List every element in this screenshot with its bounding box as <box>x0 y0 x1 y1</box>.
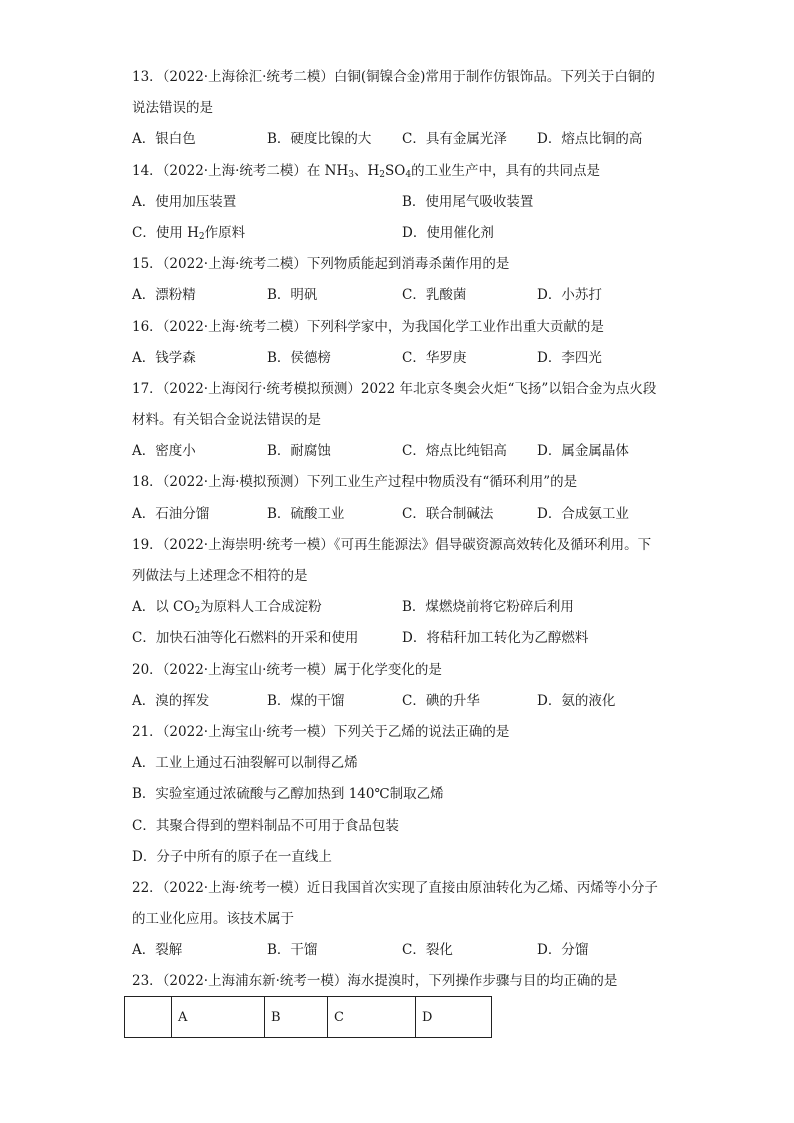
option-d[interactable]: D．熔点比铜的高 <box>537 131 643 148</box>
option-c[interactable]: C．裂化 <box>402 942 453 959</box>
option-row <box>132 686 672 717</box>
option-row <box>132 592 672 623</box>
question-17 <box>132 374 672 468</box>
question-stem: 13．（2022·上海徐汇·统考二模）白铜(铜镍合金)常用于制作仿银饰品。下列关于白铜的 <box>132 69 655 85</box>
question-stem: 15．（2022·上海·统考二模）下列物质能起到消毒杀菌作用的是 <box>132 256 510 273</box>
option-row <box>132 935 672 966</box>
option-a[interactable]: A．溴的挥发 <box>132 692 210 709</box>
question-21 <box>132 717 672 873</box>
question-14 <box>132 156 672 250</box>
question-18 <box>132 467 672 529</box>
question-stem: 19．（2022·上海崇明·统考一模）《可再生能源法》倡导碳资源高效转化及循环利用。下 <box>132 536 652 553</box>
option-a[interactable]: A．银白色 <box>132 131 196 148</box>
option-b[interactable]: B．耐腐蚀 <box>267 443 331 460</box>
option-b[interactable]: B．实验室通过浓硫酸与乙醇加热到 140℃制取乙烯 <box>132 786 444 803</box>
option-d[interactable]: D．合成氨工业 <box>537 505 629 522</box>
question-stem: 18．（2022·上海·模拟预测）下列工业生产过程中物质没有“循环利用”的是 <box>132 474 578 491</box>
option-d[interactable]: D．氨的液化 <box>537 692 616 709</box>
option-a[interactable]: A．使用加压装置 <box>132 193 237 210</box>
option-b[interactable]: B．硫酸工业 <box>267 505 345 522</box>
question-stem: 说法错误的是 <box>132 100 213 117</box>
question-stem: 21．（2022·上海宝山·统考一模）下列关于乙烯的说法正确的是 <box>132 723 510 740</box>
option-b[interactable]: B．干馏 <box>267 942 318 959</box>
option-c[interactable]: C．加快石油等化石燃料的开采和使用 <box>132 630 359 647</box>
question-15 <box>132 249 672 311</box>
option-c[interactable]: C．其聚合得到的塑料制品不可用于食品包装 <box>132 817 399 834</box>
option-a[interactable]: A．裂解 <box>132 942 183 959</box>
question-stem: 列做法与上述理念不相符的是 <box>132 568 308 584</box>
option-b[interactable]: B．使用尾气吸收装置 <box>402 193 534 210</box>
option-a[interactable]: A．以 $CO_2$为原料人工合成淀粉 <box>132 599 322 617</box>
option-c[interactable]: C．华罗庚 <box>402 349 467 366</box>
answer-table <box>124 996 492 1038</box>
question-22 <box>132 873 672 967</box>
question-23 <box>132 966 672 997</box>
question-stem: 23．（2022·上海浦东新·统考一模）海水提溴时，下列操作步骤与目的均正确的是 <box>132 973 618 990</box>
question-stem: 22．（2022·上海·统考一模）近日我国首次实现了直接由原油转化为乙烯、丙烯等小分子 <box>132 879 658 896</box>
option-c[interactable]: C．熔点比纯铝高 <box>402 443 507 460</box>
option-b[interactable]: B．煤燃烧前将它粉碎后利用 <box>402 599 574 616</box>
table-row <box>125 997 492 1038</box>
question-stem: 17．（2022·上海闵行·统考模拟预测）2022 年北京冬奥会火炬“飞扬”以铝合金为点火段 <box>132 380 657 397</box>
option-row <box>132 623 672 654</box>
option-b[interactable]: B．硬度比镍的大 <box>267 131 372 148</box>
option-c[interactable]: C．联合制碱法 <box>402 505 494 522</box>
table-header-a: A <box>172 997 265 1038</box>
option-row <box>132 187 672 218</box>
table-header-c: C <box>328 997 416 1038</box>
option-a[interactable]: A．石油分馏 <box>132 505 210 522</box>
question-stem: 16．（2022·上海·统考二模）下列科学家中，为我国化学工业作出重大贡献的是 <box>132 318 604 335</box>
question-list <box>132 62 672 998</box>
option-row <box>132 436 672 467</box>
option-b[interactable]: B．侯德榜 <box>267 349 331 366</box>
option-b[interactable]: B．煤的干馏 <box>267 692 345 709</box>
option-b[interactable]: B．明矾 <box>267 287 318 304</box>
option-d[interactable]: D．李四光 <box>537 349 602 366</box>
option-a[interactable]: A．钱学森 <box>132 349 196 366</box>
option-d[interactable]: D．使用催化剂 <box>402 224 494 241</box>
option-d[interactable]: D．分馏 <box>537 942 589 959</box>
question-16 <box>132 312 672 374</box>
table-header-d: D <box>416 997 492 1038</box>
table-cell-blank <box>125 997 172 1038</box>
option-d[interactable]: D．属金属晶体 <box>537 443 629 460</box>
option-d[interactable]: D．小苏打 <box>537 287 602 304</box>
option-c[interactable]: C．乳酸菌 <box>402 287 467 304</box>
option-c[interactable]: C．碘的升华 <box>402 692 480 709</box>
option-a[interactable]: A．密度小 <box>132 443 196 460</box>
option-d[interactable]: D．将秸秆加工转化为乙醇燃料 <box>402 630 589 647</box>
option-row <box>132 218 672 249</box>
question-stem: 材料。有关铝合金说法错误的是 <box>132 412 321 429</box>
option-a[interactable]: A．工业上通过石油裂解可以制得乙烯 <box>132 755 358 772</box>
table-header-b: B <box>265 997 328 1038</box>
option-row <box>132 343 672 374</box>
question-20 <box>132 655 672 717</box>
option-row <box>132 280 672 311</box>
question-stem: 的工业化应用。该技术属于 <box>132 911 294 928</box>
option-c[interactable]: C．使用 $H_2$作原料 <box>132 224 246 242</box>
question-19 <box>132 530 672 655</box>
question-stem: 14．（2022·上海·统考二模）在 $NH_3$、$H_2SO_4$的工业生产中，具有的共同点是 <box>132 162 601 180</box>
option-c[interactable]: C．具有金属光泽 <box>402 131 507 148</box>
option-row <box>132 499 672 530</box>
option-row <box>132 124 672 155</box>
option-a[interactable]: A．漂粉精 <box>132 287 196 304</box>
option-d[interactable]: D．分子中所有的原子在一直线上 <box>132 848 332 865</box>
question-stem: 20．（2022·上海宝山·统考一模）属于化学变化的是 <box>132 661 442 678</box>
question-13 <box>132 62 672 156</box>
